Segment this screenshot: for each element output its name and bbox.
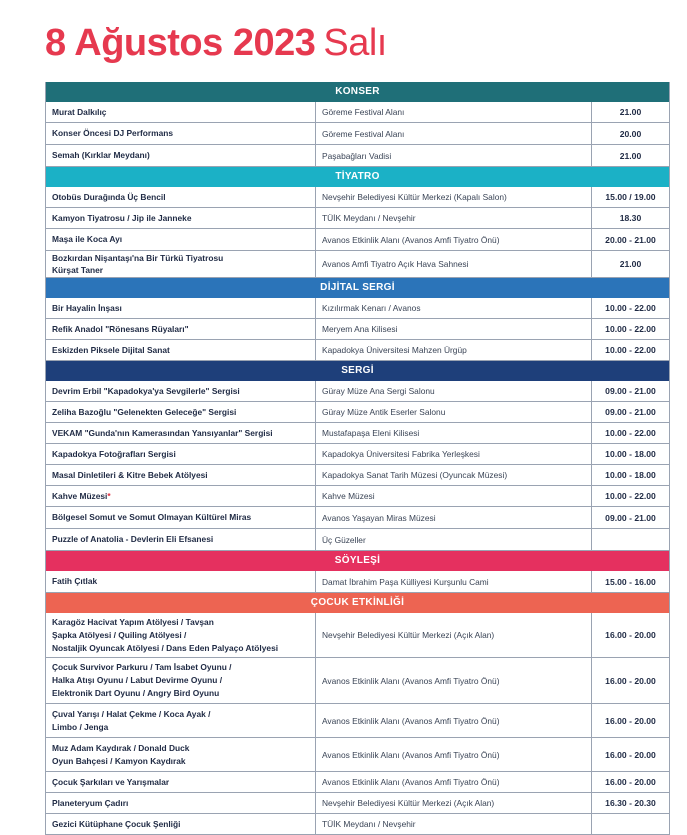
event-name-text: Kahve Müzesi [52,490,108,501]
event-place: Kapadokya Üniversitesi Mahzen Ürgüp [316,340,592,360]
event-place: Güray Müze Antik Eserler Salonu [316,402,592,422]
table-row [45,208,670,229]
table-row [45,102,670,123]
event-place: Nevşehir Belediyesi Kültür Merkezi (Açık Alan) [316,613,592,657]
event-time: 10.00 - 18.00 [605,470,656,480]
table-row [45,444,670,465]
section-header-soylesi: SÖYLEŞİ [45,551,670,571]
table-row [45,613,670,658]
event-name-line: Limbo / Jenga [52,721,109,732]
section-header-tiyatro: TİYATRO [45,167,670,187]
table-row [45,486,670,507]
event-place: Meryem Ana Kilisesi [316,319,592,339]
table-row [45,340,670,361]
title-day: Salı [323,22,387,64]
event-place: Göreme Festival Alanı [316,102,592,122]
event-time: 10.00 - 18.00 [605,449,656,459]
event-place: Kahve Müzesi [316,486,592,506]
event-name-line: Çuval Yarışı / Halat Çekme / Koca Ayak / [52,708,211,719]
table-row [45,814,670,835]
event-time: 20.00 [619,128,642,139]
event-name: Maşa ile Koca Ayı [46,229,316,250]
event-place: Nevşehir Belediyesi Kültür Merkezi (Kapalı Salon) [316,187,592,207]
event-name: Konser Öncesi DJ Performans [46,123,316,144]
event-name-line: Şapka Atölyesi / Quiling Atölyesi / [52,629,187,640]
table-row [45,529,670,551]
event-place: Damat İbrahim Paşa Külliyesi Kurşunlu Cami [316,571,592,592]
event-name-line: Kürşat Taner [52,265,104,275]
table-row [45,145,670,167]
event-name: Planeteryum Çadırı [46,793,316,813]
event-name-line: Oyun Bahçesi / Kamyon Kaydırak [52,755,186,766]
event-name [46,251,316,277]
table-row [45,772,670,793]
table-row [45,571,670,593]
table-row [45,187,670,208]
event-name [46,738,316,771]
event-name-line: Halka Atışı Oyunu / Labut Devirme Oyunu / [52,675,223,685]
event-place: Avanos Etkinlik Alanı (Avanos Amfi Tiyatro Önü) [316,704,592,737]
event-time: 18.30 [619,213,642,223]
event-name: Otobüs Durağında Üç Bencil [46,187,316,207]
event-time: 09.00 - 21.00 [605,512,656,523]
event-place: TÜİK Meydanı / Nevşehir [316,814,592,834]
event-name: Gezici Kütüphane Çocuk Şenliği [46,814,316,834]
program-table [45,82,670,835]
event-time: 15.00 - 16.00 [605,576,656,587]
event-place: Avanos Etkinlik Alanı (Avanos Amfi Tiyatro Önü) [316,738,592,771]
page-title [45,18,387,68]
event-name: Bölgesel Somut ve Somut Olmayan Kültürel Miras [46,507,316,528]
event-time: 16.00 - 20.00 [605,715,656,726]
event-time: 10.00 - 22.00 [605,491,656,501]
table-row [45,251,670,278]
event-place: Avanos Etkinlik Alanı (Avanos Amfi Tiyatro Önü) [316,772,592,792]
event-time: 16.00 - 20.00 [605,749,656,760]
asterisk-mark: * [107,490,111,501]
section-header-cocuk-etkinligi: ÇOCUK ETKİNLİĞİ [45,593,670,613]
event-place: Nevşehir Belediyesi Kültür Merkezi (Açık Alan) [316,793,592,813]
event-name-line: Karagöz Hacivat Yapım Atölyesi / Tavşan [52,616,214,627]
table-row [45,658,670,704]
event-time: 16.00 - 20.00 [605,675,656,686]
table-row [45,229,670,251]
event-place: Kapadokya Sanat Tarih Müzesi (Oyuncak Müzesi) [316,465,592,485]
event-time: 16.30 - 20.30 [605,798,656,808]
section-header-dijital-sergi: DİJİTAL SERGİ [45,278,670,298]
event-time [592,814,669,834]
event-name [46,704,316,737]
event-place: Üç Güzeller [316,529,592,550]
event-time: 21.00 [619,259,642,269]
table-row [45,738,670,772]
event-time: 09.00 - 21.00 [605,386,656,396]
table-row [45,381,670,402]
event-time: 20.00 - 21.00 [605,234,656,245]
section-header-konser: KONSER [45,82,670,102]
event-time: 10.00 - 22.00 [605,428,656,438]
table-row [45,465,670,486]
table-row [45,123,670,145]
event-name: Murat Dalkılıç [46,102,316,122]
section-header-sergi: SERGİ [45,361,670,381]
table-row [45,793,670,814]
event-time: 15.00 / 19.00 [605,192,656,202]
event-name: Bir Hayalin İnşası [46,298,316,318]
event-name-line: Bozkırdan Nişantaşı'na Bir Türkü Tiyatrosu [52,253,224,263]
event-name-line: Elektronik Dart Oyunu / Angry Bird Oyunu [52,688,220,698]
event-name: Çocuk Şarkıları ve Yarışmalar [46,772,316,792]
title-date: 8 Ağustos 2023 [45,22,316,64]
event-time: 16.00 - 20.00 [605,630,656,640]
table-row [45,704,670,738]
event-place: Avanos Amfi Tiyatro Açık Hava Sahnesi [316,251,592,277]
event-place: Göreme Festival Alanı [316,123,592,144]
event-time: 10.00 - 22.00 [605,324,656,334]
table-row [45,319,670,340]
event-time: 10.00 - 22.00 [605,345,656,355]
event-name-line: Muz Adam Kaydırak / Donald Duck [52,742,190,753]
event-name [46,658,316,703]
table-row [45,298,670,319]
event-time [592,529,669,550]
event-name-line: Çocuk Survivor Parkuru / Tam İsabet Oyunu / [52,662,232,672]
event-name: Refik Anadol "Rönesans Rüyaları" [46,319,316,339]
event-place: TÜİK Meydanı / Nevşehir [316,208,592,228]
event-place: Güray Müze Ana Sergi Salonu [316,381,592,401]
event-name: Puzzle of Anatolia - Devlerin Eli Efsanesi [46,529,316,550]
event-time: 21.00 [619,150,642,161]
event-name: Masal Dinletileri & Kitre Bebek Atölyesi [46,465,316,485]
event-place: Avanos Yaşayan Miras Müzesi [316,507,592,528]
event-name: Devrim Erbil "Kapadokya'ya Sevgilerle" Sergisi [46,381,316,401]
table-row [45,423,670,444]
event-name [46,613,316,657]
event-name: Kapadokya Fotoğrafları Sergisi [46,444,316,464]
event-time: 21.00 [619,107,642,117]
event-place: Paşabağları Vadisi [316,145,592,166]
event-name: Semah (Kırklar Meydanı) [46,145,316,166]
event-time: 09.00 - 21.00 [605,407,656,417]
event-time: 10.00 - 22.00 [605,303,656,313]
event-name [46,486,316,506]
event-name: VEKAM "Gunda'nın Kamerasından Yansıyanlar" Sergisi [46,423,316,443]
event-name: Eskizden Piksele Dijital Sanat [46,340,316,360]
event-name: Kamyon Tiyatrosu / Jip ile Janneke [46,208,316,228]
event-place: Avanos Etkinlik Alanı (Avanos Amfi Tiyatro Önü) [316,658,592,703]
event-name: Fatih Çıtlak [46,571,316,592]
event-place: Kapadokya Üniversitesi Fabrika Yerleşkesi [316,444,592,464]
event-name-line: Nostaljik Oyuncak Atölyesi / Dans Eden Palyaço Atölyesi [52,642,279,653]
event-place: Avanos Etkinlik Alanı (Avanos Amfi Tiyatro Önü) [316,229,592,250]
table-row [45,507,670,529]
event-place: Mustafapaşa Eleni Kilisesi [316,423,592,443]
table-row [45,402,670,423]
event-time: 16.00 - 20.00 [605,777,656,787]
event-place: Kızılırmak Kenarı / Avanos [316,298,592,318]
event-name: Zeliha Bazoğlu "Gelenekten Geleceğe" Sergisi [46,402,316,422]
